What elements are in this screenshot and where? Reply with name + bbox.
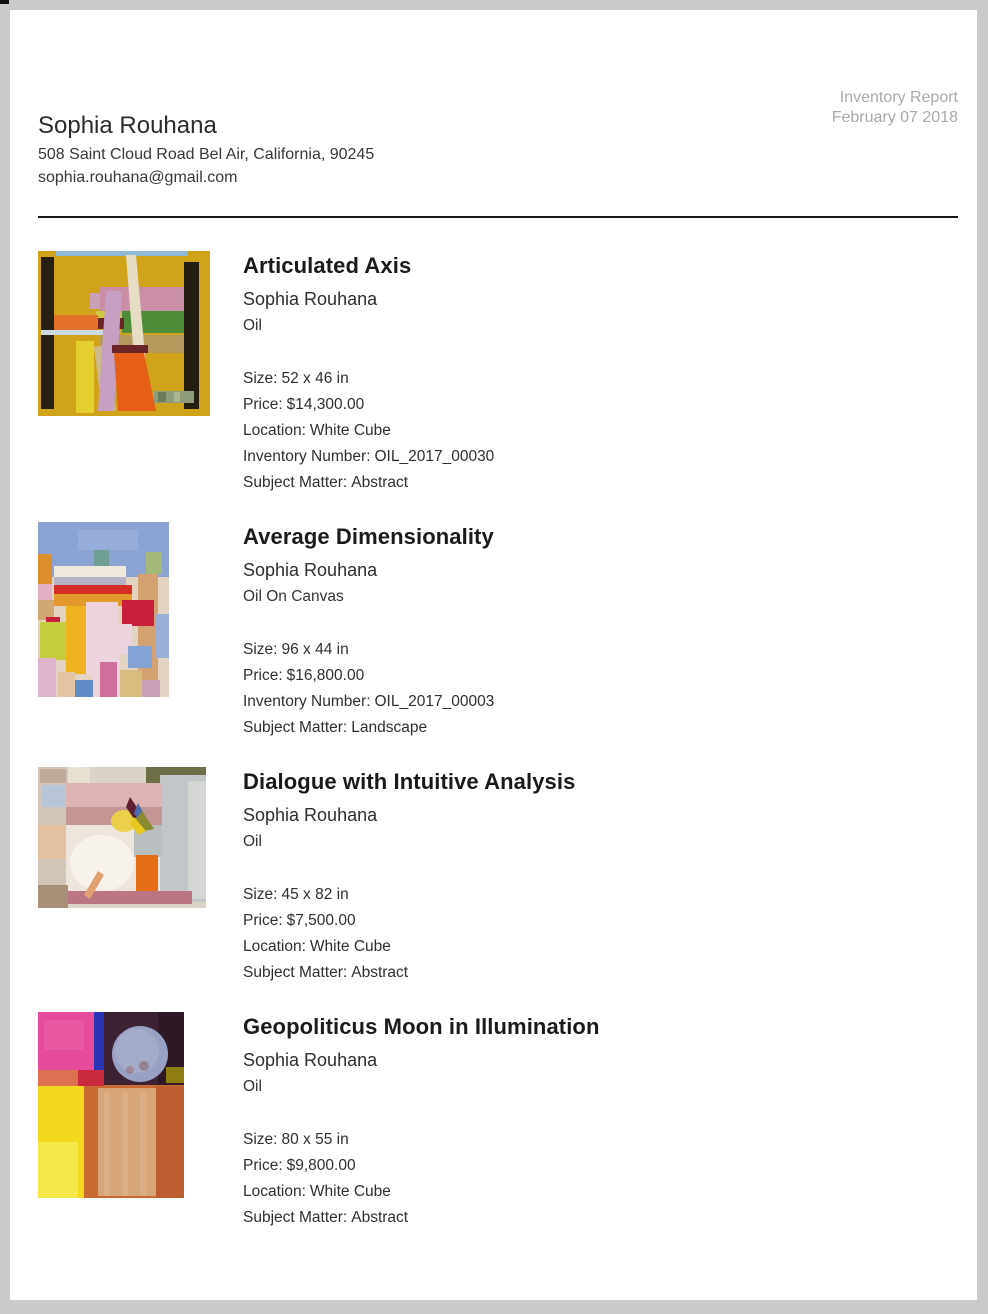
inventory-item [38, 767, 958, 986]
artwork-thumbnail-column [38, 1012, 243, 1231]
meta-location: Location: White Cube [243, 1183, 391, 1200]
meta-size: Size: 96 x 44 in [243, 641, 349, 658]
artwork-medium: Oil [243, 1078, 262, 1095]
header-divider [38, 216, 958, 218]
artwork-title: Average Dimensionality [243, 524, 494, 549]
meta-price: Price: $16,800.00 [243, 667, 365, 684]
meta-location: Location: White Cube [243, 938, 391, 955]
artist-email: sophia.rouhana@gmail.com [38, 169, 238, 186]
inventory-item [38, 251, 958, 496]
meta-inventory-number: Inventory Number: OIL_2017_00030 [243, 448, 495, 465]
inventory-list [38, 251, 958, 1231]
artwork-medium: Oil [243, 833, 262, 850]
meta-price: Price: $14,300.00 [243, 396, 365, 413]
report-page [10, 10, 977, 1300]
artwork-artist: Sophia Rouhana [243, 289, 378, 309]
artwork-details [243, 767, 958, 986]
artwork-image-average-dimensionality [38, 522, 169, 697]
artwork-title: Dialogue with Intuitive Analysis [243, 769, 576, 794]
meta-location: Location: White Cube [243, 422, 391, 439]
artwork-details [243, 522, 958, 741]
artist-name: Sophia Rouhana [38, 112, 217, 139]
artwork-meta [243, 637, 958, 741]
report-title: Inventory Report [839, 89, 958, 106]
artist-address: 508 Saint Cloud Road Bel Air, California, 90245 [38, 146, 375, 163]
report-meta [832, 88, 958, 128]
artwork-meta [243, 366, 958, 496]
artwork-artist: Sophia Rouhana [243, 805, 378, 825]
artwork-image-articulated-axis [38, 251, 210, 416]
report-date: February 07 2018 [831, 109, 958, 126]
artwork-image-geopoliticus-moon [38, 1012, 184, 1198]
artwork-meta [243, 1127, 958, 1231]
artwork-artist: Sophia Rouhana [243, 560, 378, 580]
artwork-thumbnail-column [38, 767, 243, 986]
inventory-item [38, 522, 958, 741]
artwork-thumbnail-column [38, 251, 243, 496]
meta-inventory-number: Inventory Number: OIL_2017_00003 [243, 693, 495, 710]
meta-size: Size: 80 x 55 in [243, 1131, 349, 1148]
meta-subject-matter: Subject Matter: Abstract [243, 1209, 409, 1226]
inventory-item [38, 1012, 958, 1231]
artwork-thumbnail-column [38, 522, 243, 741]
artist-header [38, 111, 958, 189]
artwork-medium: Oil [243, 317, 262, 334]
artwork-medium: Oil On Canvas [243, 588, 344, 605]
artwork-details [243, 1012, 958, 1231]
artwork-title: Geopoliticus Moon in Illumination [243, 1014, 600, 1039]
meta-size: Size: 52 x 46 in [243, 370, 349, 387]
artwork-image-dialogue-with-intuitive-analysis [38, 767, 206, 908]
artwork-meta [243, 882, 958, 986]
meta-subject-matter: Subject Matter: Abstract [243, 964, 409, 981]
meta-subject-matter: Subject Matter: Abstract [243, 474, 409, 491]
meta-price: Price: $9,800.00 [243, 1157, 356, 1174]
artwork-details [243, 251, 958, 496]
meta-size: Size: 45 x 82 in [243, 886, 349, 903]
corner-mark [0, 0, 9, 4]
artwork-artist: Sophia Rouhana [243, 1050, 378, 1070]
meta-price: Price: $7,500.00 [243, 912, 356, 929]
artwork-title: Articulated Axis [243, 253, 412, 278]
meta-subject-matter: Subject Matter: Landscape [243, 719, 428, 736]
